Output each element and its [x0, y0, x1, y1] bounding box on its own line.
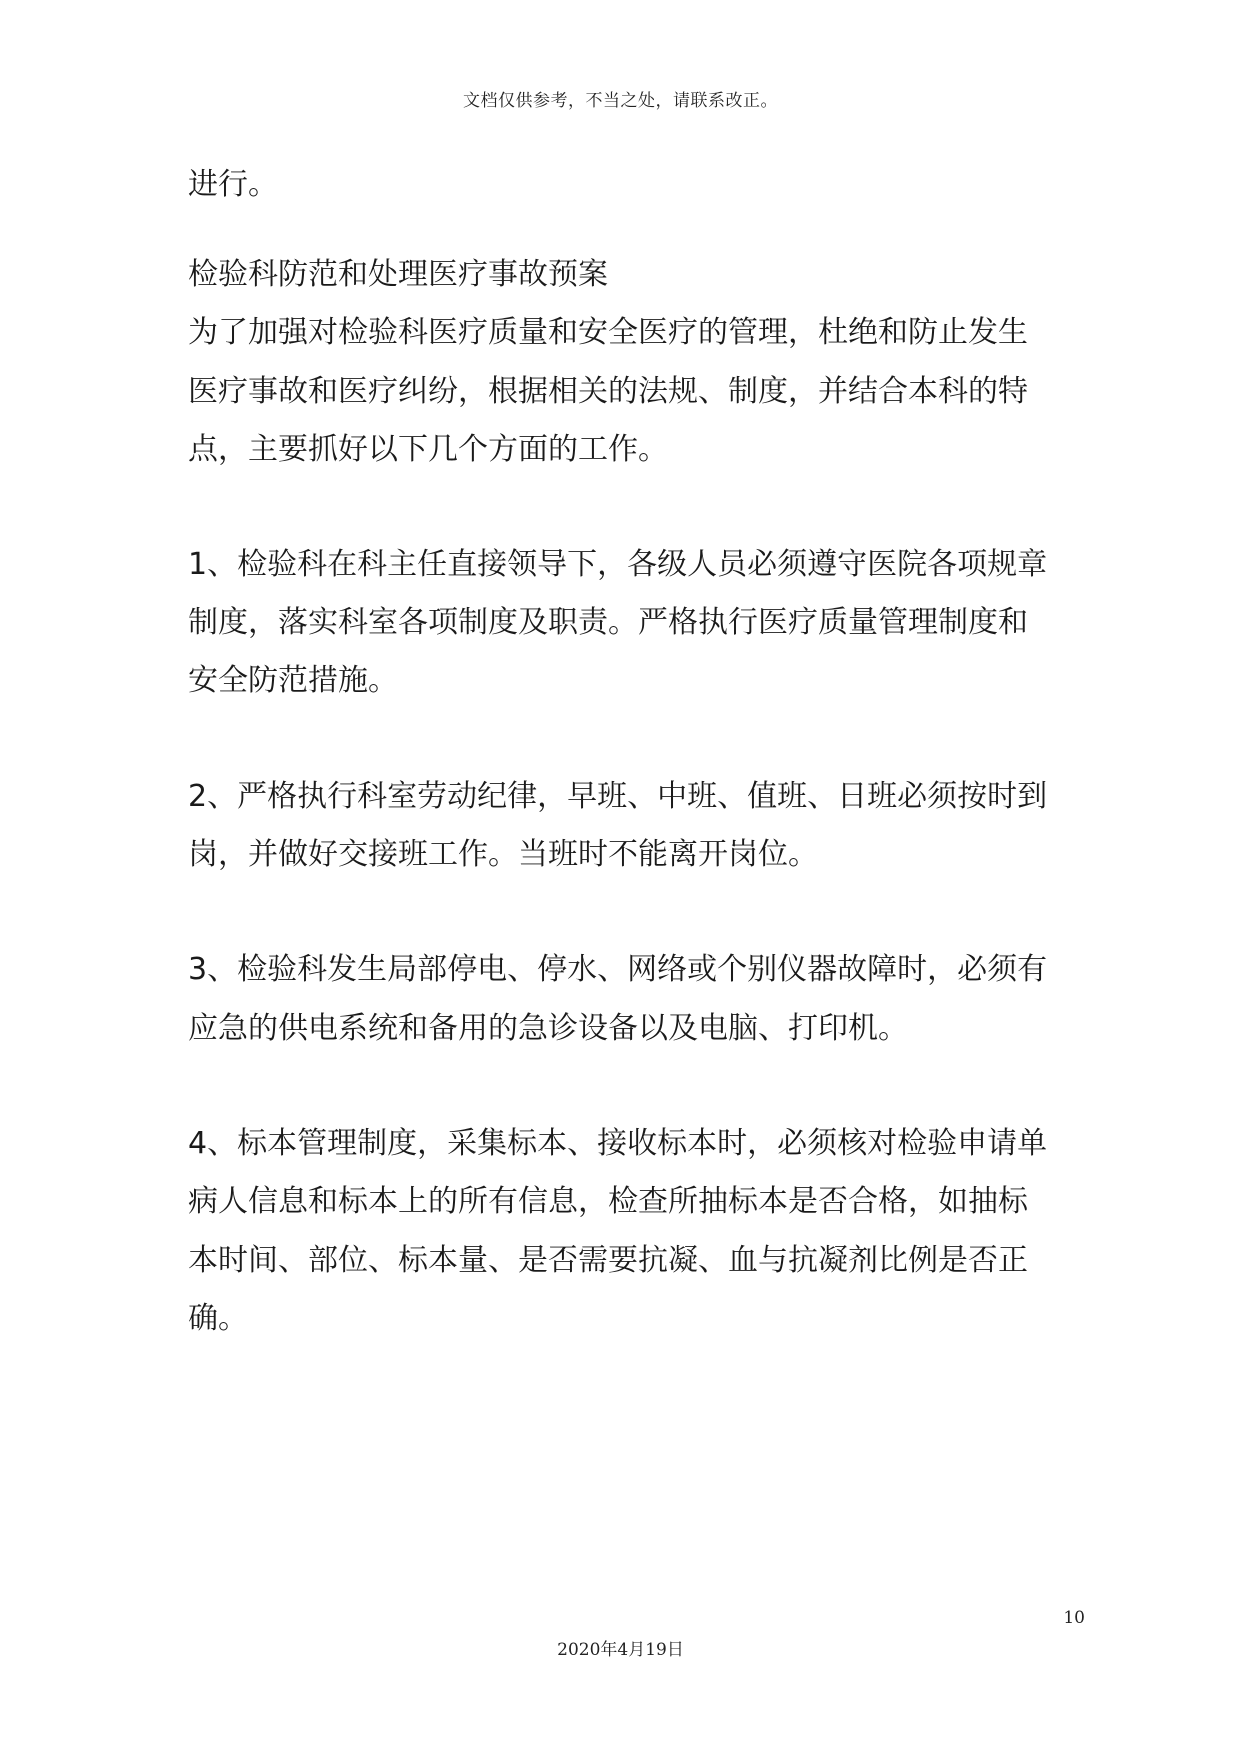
body-line: 1、检验科在科主任直接领导下，各级人员必须遵守医院各项规章 — [188, 547, 1048, 582]
body-line: 4、标本管理制度，采集标本、接收标本时，必须核对检验申请单 — [188, 1126, 1048, 1161]
body-line: 2、严格执行科室劳动纪律，早班、中班、值班、日班必须按时到 — [188, 779, 1048, 814]
body-line: 医疗事故和医疗纠纷，根据相关的法规、制度，并结合本科的特 — [188, 374, 1028, 409]
section-title: 检验科防范和处理医疗事故预案 — [188, 257, 608, 292]
body-line: 确。 — [188, 1301, 248, 1336]
body-line: 为了加强对检验科医疗质量和安全医疗的管理，杜绝和防止发生 — [188, 315, 1028, 350]
body-line: 病人信息和标本上的所有信息，检查所抽标本是否合格，如抽标 — [188, 1184, 1028, 1219]
body-line: 3、检验科发生局部停电、停水、网络或个别仪器故障时，必须有 — [188, 952, 1048, 987]
body-line: 本时间、部位、标本量、是否需要抗凝、血与抗凝剂比例是否正 — [188, 1243, 1028, 1278]
body-line: 安全防范措施。 — [188, 663, 398, 698]
body-line: 岗，并做好交接班工作。当班时不能离开岗位。 — [188, 837, 818, 872]
footer-date: 2020年4月19日 — [557, 1640, 684, 1660]
body-line: 点，主要抓好以下几个方面的工作。 — [188, 432, 668, 467]
body-line: 进行。 — [188, 167, 278, 202]
page-header-note: 文档仅供参考，不当之处，请联系改正。 — [463, 91, 778, 111]
body-line: 制度，落实科室各项制度及职责。严格执行医疗质量管理制度和 — [188, 605, 1028, 640]
body-line: 应急的供电系统和备用的急诊设备以及电脑、打印机。 — [188, 1011, 908, 1046]
page-number: 10 — [1063, 1608, 1085, 1628]
